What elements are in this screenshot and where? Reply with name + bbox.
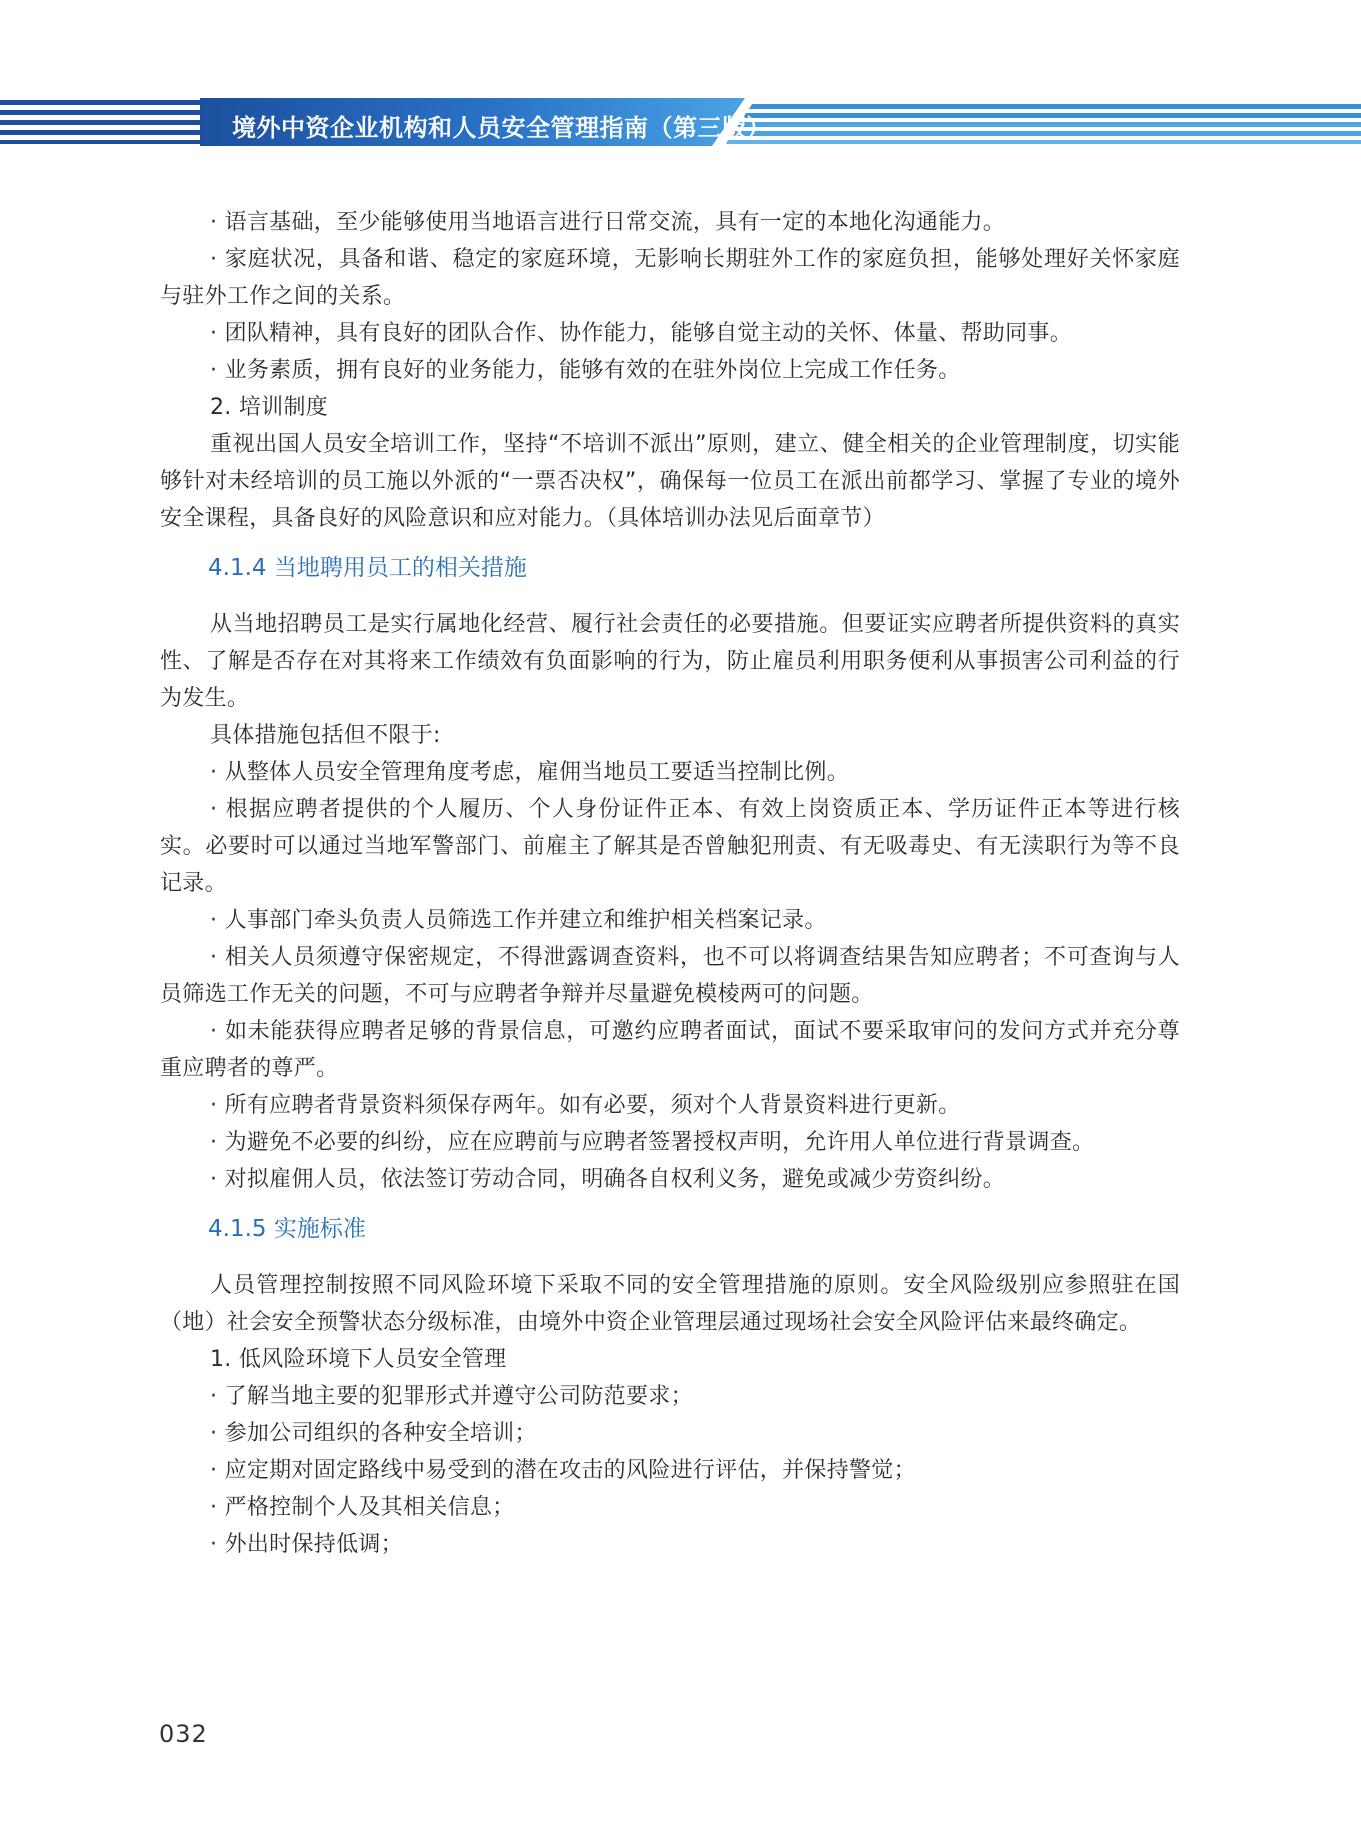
list-item: · 参加公司组织的各种安全培训； (210, 1421, 537, 1446)
list-item: · 如未能获得应聘者足够的背景信息，可邀约应聘者面试，面试不要采取审问的发问方式并充分尊重应聘者的尊严。 (160, 1019, 1180, 1081)
list-item: · 为避免不必要的纠纷，应在应聘前与应聘者签署授权声明，允许用人单位进行背景调查。 (210, 1130, 1095, 1155)
list-item: · 团队精神，具有良好的团队合作、协作能力，能够自觉主动的关怀、体量、帮助同事。 (210, 321, 1072, 346)
paragraph: 从当地招聘员工是实行属地化经营、履行社会责任的必要措施。但要证实应聘者所提供资料的真实性、了解是否存在对其将来工作绩效有负面影响的行为，防止雇员利用职务便利从事损害公司利益的行为发生。 (160, 612, 1180, 711)
list-item: · 业务素质，拥有良好的业务能力，能够有效的在驻外岗位上完成工作任务。 (210, 358, 961, 383)
header-banner (0, 98, 1361, 146)
list-item: · 所有应聘者背景资料须保存两年。如有必要，须对个人背景资料进行更新。 (210, 1093, 961, 1118)
list-item: · 了解当地主要的犯罪形式并遵守公司防范要求； (210, 1384, 693, 1409)
section-heading: 4.1.4 当地聘用员工的相关措施 (208, 555, 527, 581)
list-item: · 从整体人员安全管理角度考虑，雇佣当地员工要适当控制比例。 (210, 760, 849, 785)
list-item: · 家庭状况，具备和谐、稳定的家庭环境，无影响长期驻外工作的家庭负担，能够处理好关怀家庭与驻外工作之间的关系。 (160, 247, 1180, 309)
section-heading: 4.1.5 实施标准 (208, 1216, 366, 1242)
list-item: · 对拟雇佣人员，依法签订劳动合同，明确各自权利义务，避免或减少劳资纠纷。 (210, 1167, 1006, 1192)
list-item: · 根据应聘者提供的个人履历、个人身份证件正本、有效上岗资质正本、学历证件正本等进行核实。必要时可以通过当地军警部门、前雇主了解其是否曾触犯刑责、有无吸毒史、有无渎职行为等不良记录。 (160, 797, 1180, 896)
paragraph: 具体措施包括但不限于: (210, 723, 441, 748)
list-item: · 相关人员须遵守保密规定，不得泄露调查资料，也不可以将调查结果告知应聘者；不可查询与人员筛选工作无关的问题，不可与应聘者争辩并尽量避免模棱两可的问题。 (160, 945, 1180, 1007)
list-item: · 严格控制个人及其相关信息； (210, 1495, 515, 1520)
subsection-title: 1. 低风险环境下人员安全管理 (210, 1347, 507, 1372)
document-body (160, 204, 1180, 1563)
list-item: · 人事部门牵头负责人员筛选工作并建立和维护相关档案记录。 (210, 908, 827, 933)
list-item: · 外出时保持低调； (210, 1532, 403, 1557)
paragraph: 人员管理控制按照不同风险环境下采取不同的安全管理措施的原则。安全风险级别应参照驻在国（地）社会安全预警状态分级标准，由境外中资企业管理层通过现场社会安全风险评估来最终确定。 (160, 1273, 1180, 1335)
subsection-title: 2. 培训制度 (210, 395, 329, 420)
paragraph: 重视出国人员安全培训工作，坚持“不培训不派出”原则，建立、健全相关的企业管理制度，切实能够针对未经培训的员工施以外派的“一票否决权”，确保每一位员工在派出前都学习、掌握了专业的境外安全课程，具备良好的风险意识和应对能力。（具体培训办法见后面章节） (160, 432, 1180, 531)
page-number: 032 (159, 1720, 208, 1748)
list-item: · 语言基础，至少能够使用当地语言进行日常交流，具有一定的本地化沟通能力。 (210, 210, 1006, 235)
header-title: 境外中资企业机构和人员安全管理指南（第三版） (232, 114, 771, 142)
list-item: · 应定期对固定路线中易受到的潜在攻击的风险进行评估，并保持警觉； (210, 1458, 916, 1483)
